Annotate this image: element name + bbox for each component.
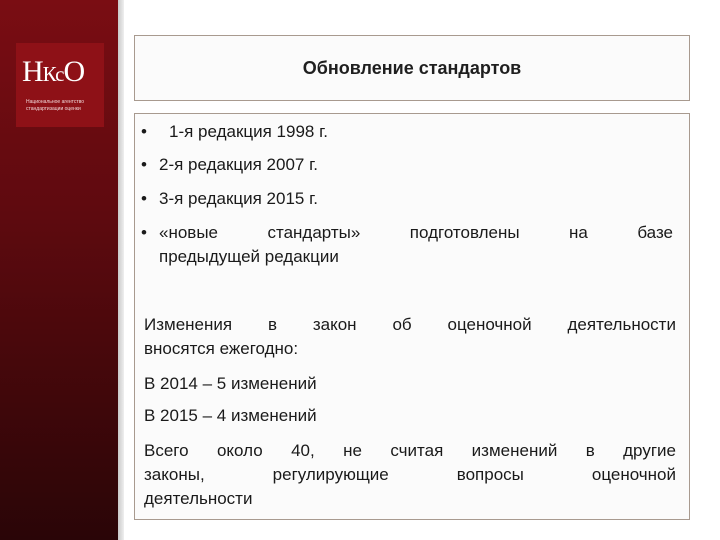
word: подготовлены: [409, 223, 520, 242]
bullet-item: [141, 120, 673, 144]
bullet-text-line: [141, 221, 673, 245]
word: 40,: [291, 441, 315, 460]
word: деятельности: [567, 315, 676, 334]
paragraph-line: [144, 463, 676, 487]
word: в: [267, 315, 277, 334]
word: оценочной: [591, 465, 676, 484]
bullet-text: 1-я редакция 1998 г.: [169, 122, 328, 141]
bullet-item: [141, 187, 673, 211]
word: закон: [312, 315, 357, 334]
word: другие: [623, 441, 676, 460]
bullet-dot: •: [141, 155, 147, 174]
word: изменений: [471, 441, 558, 460]
word: в: [585, 441, 595, 460]
word: Изменения: [144, 315, 233, 334]
paragraph-total: [144, 439, 676, 511]
paragraph-2015: В 2015 – 4 изменений: [144, 406, 317, 425]
paragraph-line: [144, 313, 676, 337]
logo-mark: НКсО: [22, 55, 85, 88]
paragraph-2014: В 2014 – 5 изменений: [144, 374, 317, 393]
logo-caption-line: Национальное агентство: [26, 99, 85, 105]
word: около: [216, 441, 263, 460]
logo-caption: [26, 99, 102, 113]
paragraph-line: деятельности: [144, 489, 253, 508]
word: стандарты»: [267, 223, 361, 242]
left-sidebar-band: [0, 0, 118, 540]
word: Всего: [144, 441, 189, 460]
bullet-item: [141, 153, 673, 177]
bullet-item: [141, 221, 673, 269]
paragraph-changes: [144, 313, 676, 361]
bullet-dot: •: [141, 223, 147, 242]
word: не: [343, 441, 362, 460]
slide-content-box: [134, 113, 690, 520]
logo-caption-line: стандартизации оценки: [26, 106, 81, 112]
paragraph-line: вносятся ежегодно:: [144, 339, 299, 358]
bullet-dot: •: [141, 189, 147, 208]
bullet-text-line: предыдущей редакции: [159, 247, 339, 266]
bullet-dot: •: [141, 122, 147, 141]
logo: [16, 43, 104, 127]
word: на: [569, 223, 588, 242]
word: законы,: [144, 465, 205, 484]
bullet-text: 2-я редакция 2007 г.: [159, 155, 318, 174]
word: об: [392, 315, 412, 334]
slide-title-box: [134, 35, 690, 101]
word: вопросы: [456, 465, 524, 484]
paragraph-line: [144, 439, 676, 463]
bullet-text: 3-я редакция 2015 г.: [159, 189, 318, 208]
word: оценочной: [447, 315, 532, 334]
word: «новые: [159, 223, 219, 242]
word: регулирующие: [272, 465, 389, 484]
sidebar-divider: [118, 0, 124, 540]
word: считая: [390, 441, 444, 460]
slide-title: Обновление стандартов: [302, 57, 522, 78]
word: базе: [637, 223, 673, 242]
